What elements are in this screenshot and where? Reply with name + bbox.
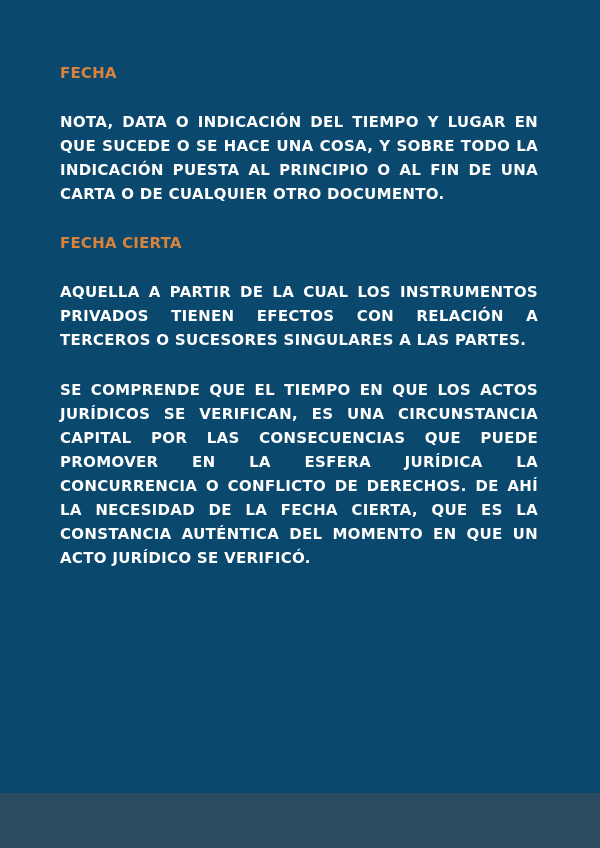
definition-fecha: NOTA, DATA O INDICACIÓN DEL TIEMPO Y LUGAR EN QUE SUCEDE O SE HACE UNA COSA, Y SOBRE TODO LA INDICACIÓN PUESTA AL PRINCIPIO O AL FIN DE UNA CARTA O DE CUALQUIER OTRO DOCUMENTO. xyxy=(60,113,538,203)
section-heading-fecha-cierta: FECHA CIERTA xyxy=(60,234,182,252)
definition-fecha-cierta: AQUELLA A PARTIR DE LA CUAL LOS INSTRUMENTOS PRIVADOS TIENEN EFECTOS CON RELACIÓN A TERCEROS O SUCESORES SINGULARES A LAS PARTES. xyxy=(60,283,538,349)
section-heading-fecha: FECHA xyxy=(60,64,117,82)
footer-band xyxy=(0,793,600,848)
document-content xyxy=(60,62,538,596)
explanation-fecha-cierta: SE COMPRENDE QUE EL TIEMPO EN QUE LOS ACTOS JURÍDICOS SE VERIFICAN, ES UNA CIRCUNSTANCIA CAPITAL POR LAS CONSECUENCIAS QUE PUEDE PROMOVER EN LA ESFERA JURÍDICA LA CONCURRENCIA O CONFLICTO DE DERECHOS. DE AHÍ LA NECESIDAD DE LA FECHA CIERTA, QUE ES LA CONSTANCIA AUTÉNTICA DEL MOMENTO EN QUE UN ACTO JURÍDICO SE VERIFICÓ. xyxy=(60,381,538,567)
